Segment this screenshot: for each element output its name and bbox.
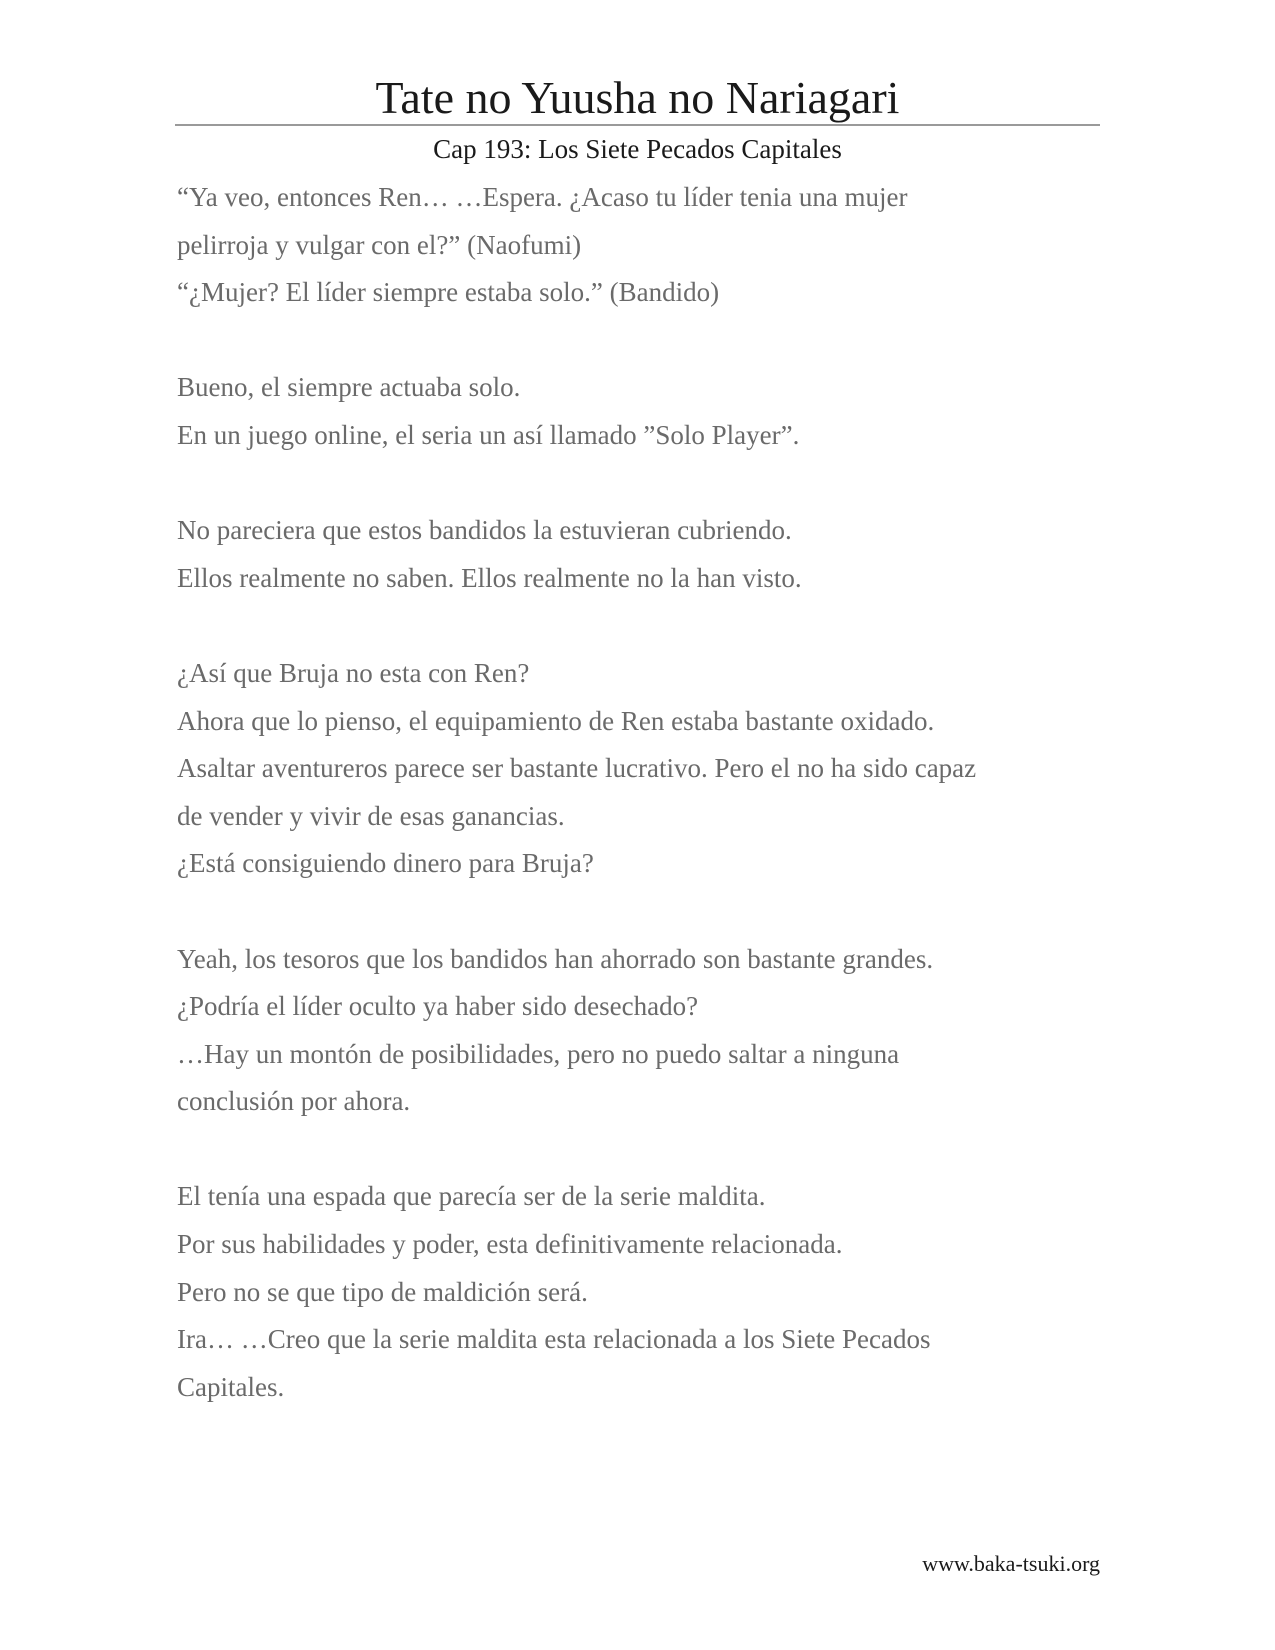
text-line: …Hay un montón de posibilidades, pero no puedo saltar a ninguna <box>177 1038 900 1069</box>
text-line: Bueno, el siempre actuaba solo. <box>177 372 521 403</box>
text-line: Asaltar aventureros parece ser bastante lucrativo. Pero el no ha sido capaz <box>177 753 977 784</box>
text-line: de vender y vivir de esas ganancias. <box>177 800 565 831</box>
text-line: ¿Podría el líder oculto ya haber sido desechado? <box>177 991 699 1022</box>
text-line: Capitales. <box>177 1371 285 1402</box>
title-divider <box>175 124 1100 126</box>
paragraph-2 <box>177 364 1107 459</box>
body-text <box>177 174 1107 1459</box>
text-line: ¿Así que Bruja no esta con Ren? <box>177 657 530 688</box>
paragraph-3 <box>177 507 1107 602</box>
paragraph-1 <box>177 174 1107 317</box>
text-line: conclusión por ahora. <box>177 1086 411 1117</box>
text-line: “Ya veo, entonces Ren… …Espera. ¿Acaso tu líder tenia una mujer <box>177 182 908 212</box>
text-line: pelirroja y vulgar con el?” (Naofumi) <box>177 229 582 260</box>
paragraph-4 <box>177 650 1107 888</box>
page-title: Tate no Yuusha no Nariagari <box>375 72 900 123</box>
text-line: Yeah, los tesoros que los bandidos han ahorrado son bastante grandes. <box>177 943 934 974</box>
paragraph-5 <box>177 936 1107 1126</box>
text-line: Pero no se que tipo de maldición será. <box>177 1276 588 1307</box>
text-line: El tenía una espada que parecía ser de la serie maldita. <box>177 1181 766 1212</box>
text-line: ¿Está consiguiendo dinero para Bruja? <box>177 848 594 879</box>
text-line: Ellos realmente no saben. Ellos realmente no la han visto. <box>177 562 802 593</box>
chapter-title: Cap 193: Los Siete Pecados Capitales <box>433 134 842 164</box>
text-line: Ahora que lo pienso, el equipamiento de Ren estaba bastante oxidado. <box>177 705 935 736</box>
text-line: No pareciera que estos bandidos la estuvieran cubriendo. <box>177 515 792 546</box>
footer-url: www.baka-tsuki.org <box>922 1551 1100 1576</box>
text-line: “¿Mujer? El líder siempre estaba solo.” (Bandido) <box>177 277 720 308</box>
text-line: En un juego online, el seria un así llamado ”Solo Player”. <box>177 419 800 450</box>
text-line: Por sus habilidades y poder, esta definitivamente relacionada. <box>177 1229 843 1260</box>
paragraph-6 <box>177 1173 1107 1411</box>
text-line: Ira… …Creo que la serie maldita esta relacionada a los Siete Pecados <box>177 1324 931 1355</box>
